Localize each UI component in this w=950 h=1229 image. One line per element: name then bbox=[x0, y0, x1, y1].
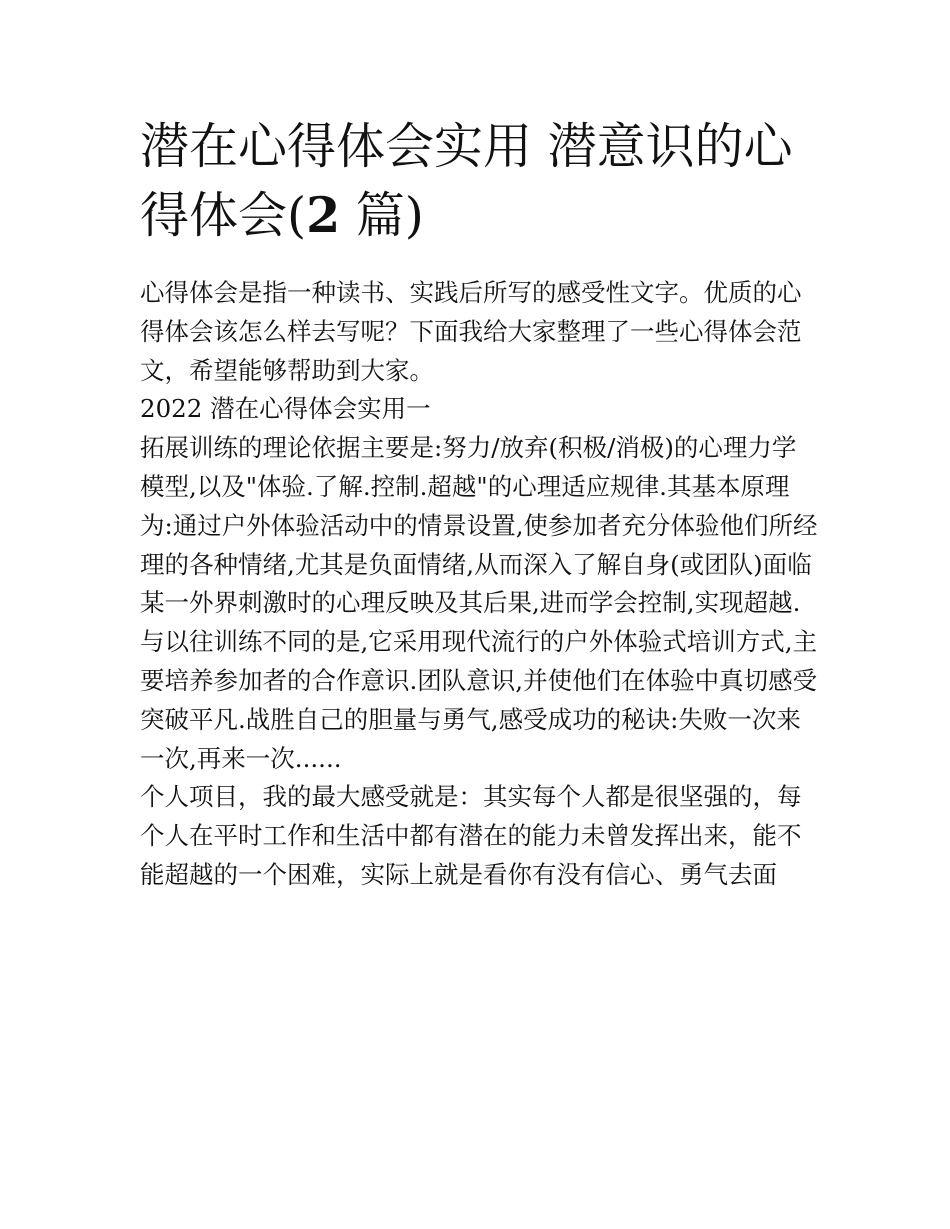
intro-paragraph: 心得体会是指一种读书、实践后所写的感受性文字。优质的心得体会该怎么样去写呢？下面我给大家整理了一些心得体会范文，希望能够帮助到大家。 bbox=[140, 278, 802, 385]
body-paragraph-1: 拓展训练的理论依据主要是:努力/放弃(积极/消极)的心理力学模型,以及"体验.了解.控制.超越"的心理适应规律.其基本原理为:通过户外体验活动中的情景设置,使参加者充分体验他们所经理的各种情绪,尤其是负面情绪,从而深入了解自身(或团队)面临某一外界刺激时的心理反映及其后果,进而学会控制,实现超越.与以往训练不同的是,它采用现代流行的户外体验式培训方式,主要培养参加者的合作意识.团队意识,并使他们在体验中真切感受突破平凡.战胜自己的胆量与勇气,感受成功的秘诀:失败一次来一次,再来一次...... bbox=[140, 433, 818, 773]
document-body bbox=[140, 274, 820, 895]
section-heading: 2022 潜在心得体会实用一 bbox=[140, 394, 431, 424]
document-page bbox=[140, 112, 820, 895]
title-text-part2: 篇) bbox=[340, 187, 424, 244]
title-text-part1: 潜在心得体会实用 潜意识的心得体会( bbox=[140, 118, 793, 244]
title-count: 2 bbox=[306, 186, 341, 244]
document-title bbox=[140, 112, 820, 250]
body-paragraph-2: 个人项目，我的最大感受就是：其实每个人都是很坚强的，每个人在平时工作和生活中都有潜在的能力未曾发挥出来，能不能超越的一个困难，实际上就是看你有没有信心、勇气去面 bbox=[140, 782, 802, 889]
